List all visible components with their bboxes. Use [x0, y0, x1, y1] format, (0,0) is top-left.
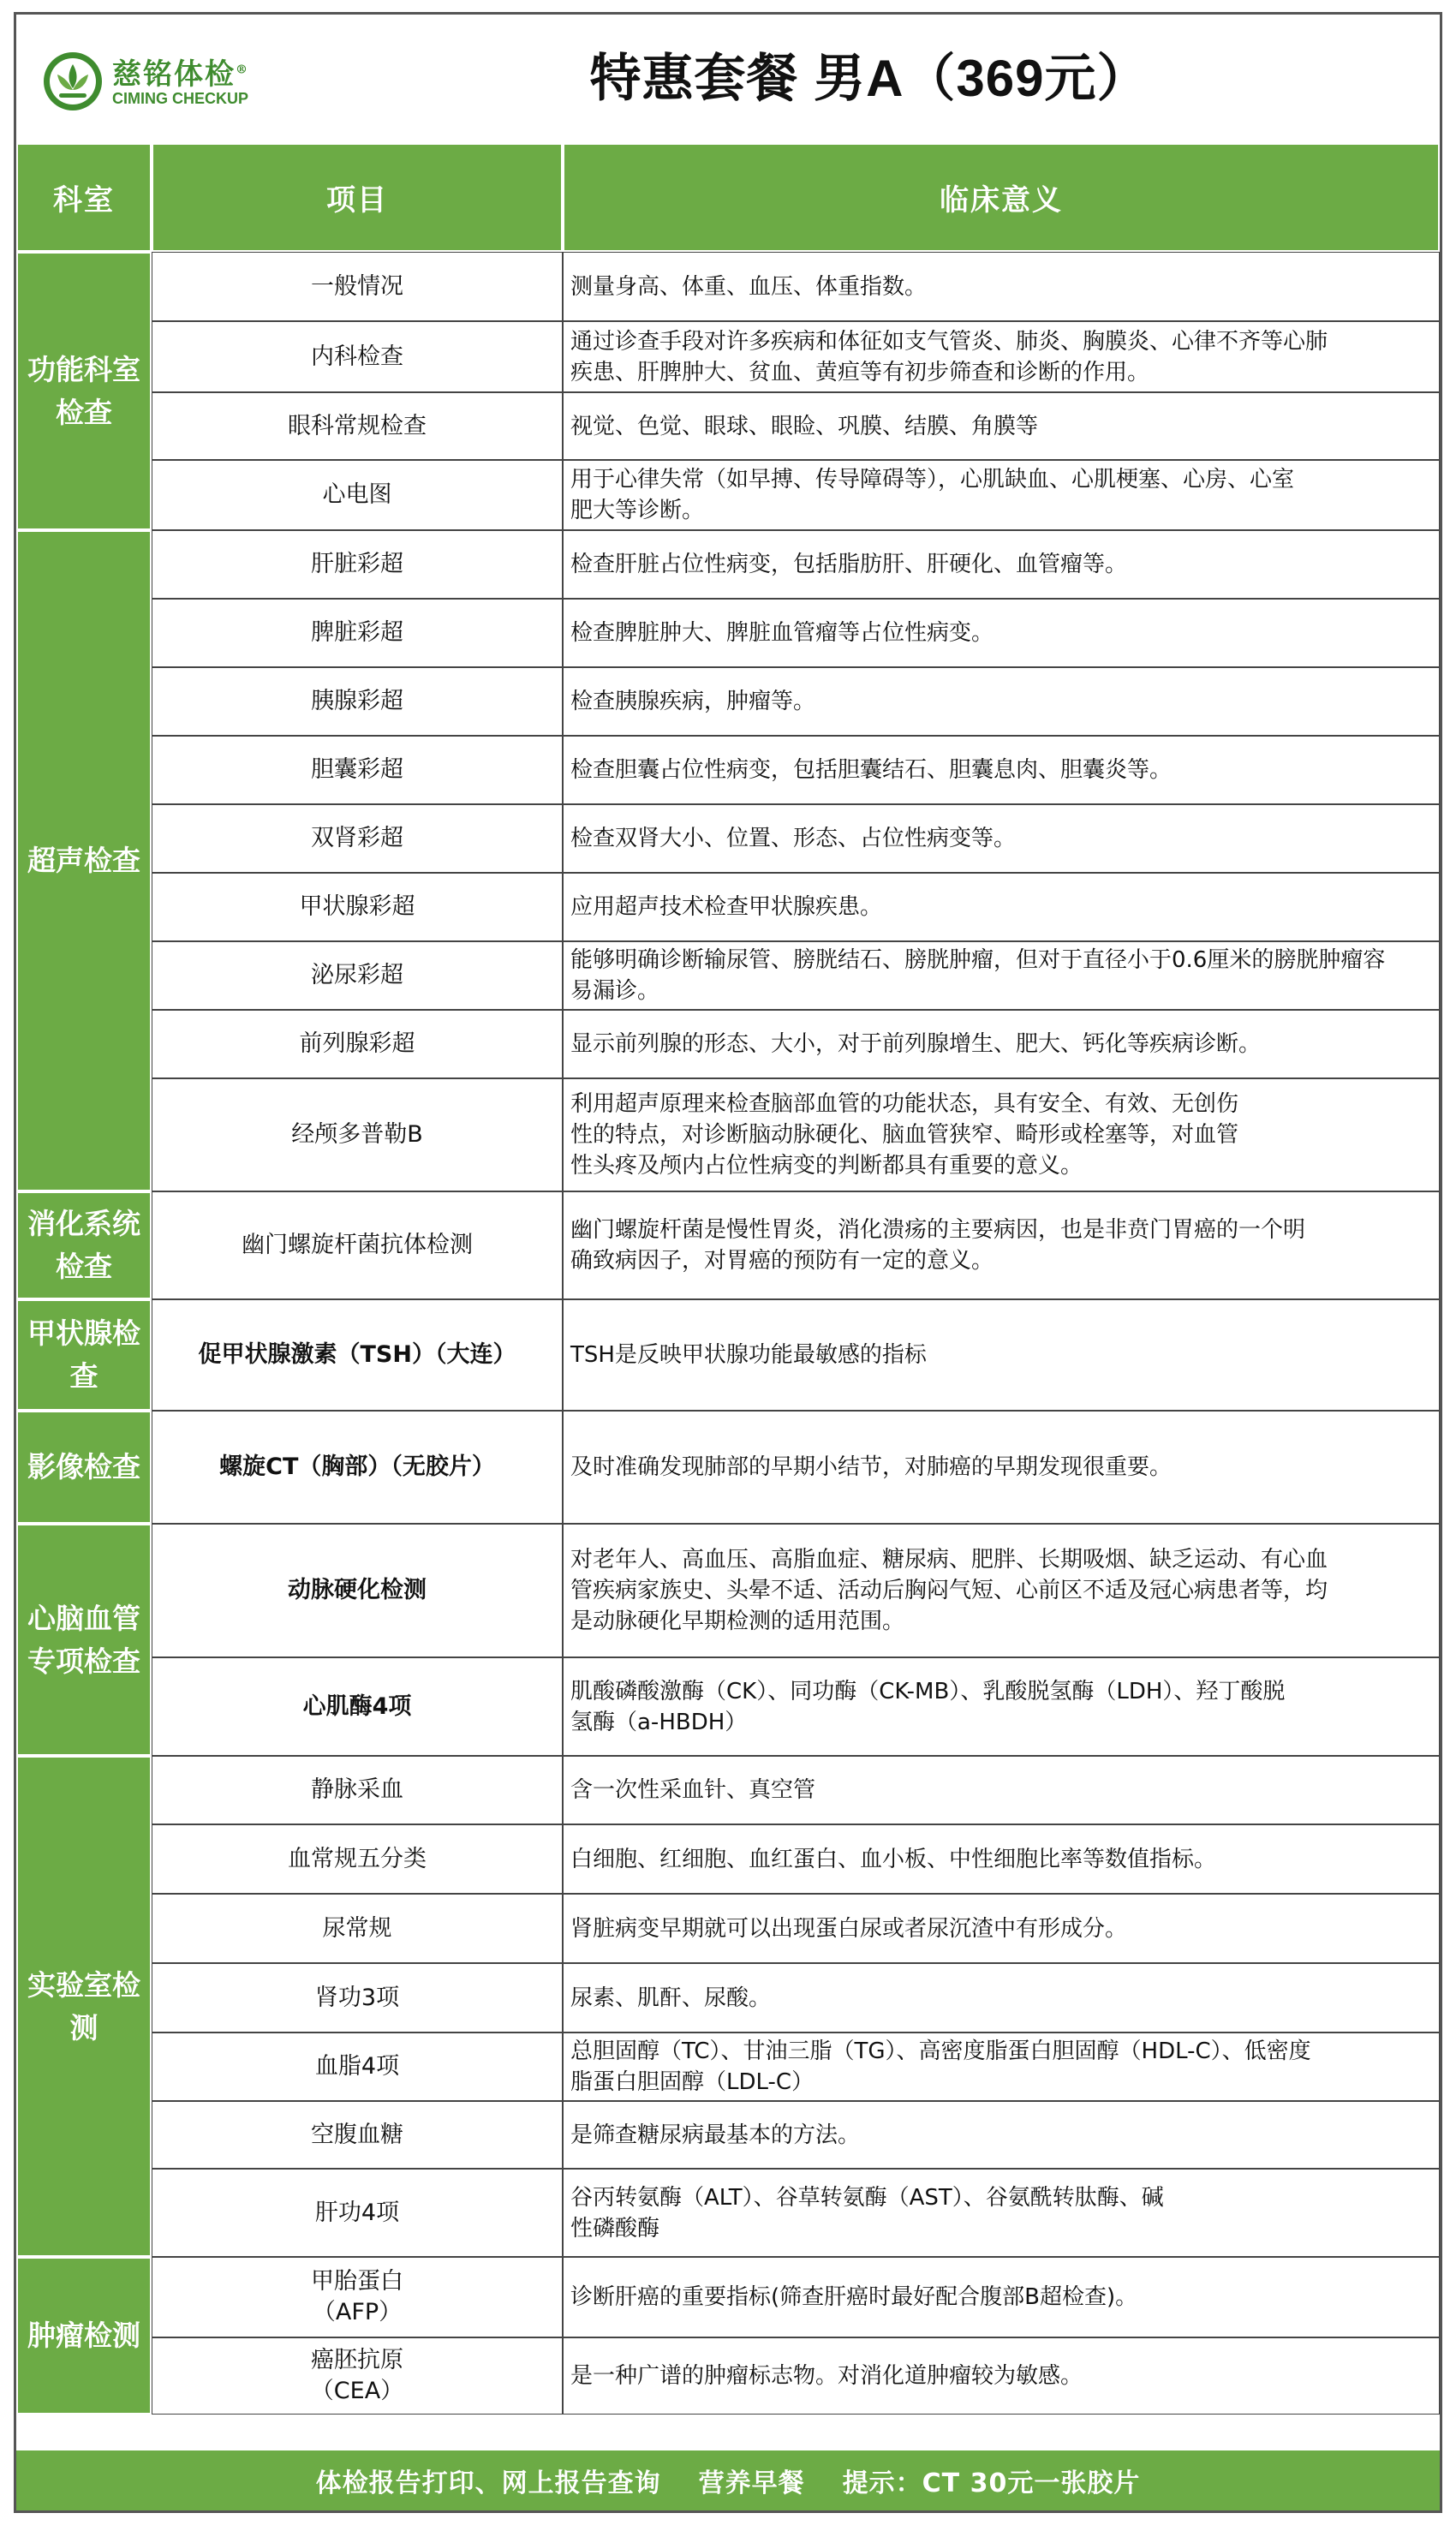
item-meaning: [563, 460, 1440, 530]
item-name: 内科检查: [152, 321, 563, 392]
item-name: 心电图: [152, 460, 563, 530]
section-dept-1: [16, 530, 152, 1191]
section-dept-3: [16, 1299, 152, 1411]
cell-text-line: 科: [53, 183, 84, 218]
cell-text-line: 影像检: [27, 1450, 112, 1483]
lotus-logo-icon: [40, 49, 105, 114]
item-meaning: 检查胆囊占位性病变，包括胆囊结石、胆囊息肉、胆囊炎等。: [563, 736, 1440, 804]
cell-text-line: 管专项: [27, 1601, 140, 1678]
cell-text-line: 心脑血: [27, 1601, 112, 1635]
item-meaning: 显示前列腺的形态、大小，对于前列腺增生、肥大、钙化等疾病诊断。: [563, 1010, 1440, 1078]
cell-text-line: 利用超声原理来检查脑部血管的功能状态，具有安全、有效、无创伤: [570, 1091, 1239, 1117]
cell-text-line: 性的特点，对诊断脑动脉硬化、脑血管狭窄、畸形或栓塞等，对血管: [570, 1122, 1239, 1148]
cell-text-line: 测: [112, 2319, 140, 2352]
cell-text-line: 声: [56, 844, 84, 877]
cell-text: [570, 945, 1385, 1006]
brand-name-en: CIMING CHECKUP: [112, 90, 249, 107]
cell-text: [25, 349, 143, 434]
cell-text: [27, 2314, 140, 2357]
cell-text-line: 用于心律失常（如早搏、传导障碍等），心肌缺血、心肌梗塞、心房、心室: [570, 467, 1295, 492]
item-meaning: 测量身高、体重、血压、体重指数。: [563, 252, 1440, 321]
cell-text-line: 易漏诊。: [570, 978, 660, 1004]
cell-text-line: （AFP）: [312, 2299, 403, 2325]
cell-text: [27, 839, 140, 882]
section-dept-7: [16, 2257, 152, 2415]
cell-text-line: 疾患、肝脾肿大、贫血、黄疸等有初步筛查和诊断的作用。: [570, 359, 1150, 385]
cell-text-line: 性头疼及颅内占位性病变的判断都具有重要的意义。: [570, 1153, 1083, 1179]
column-header-item: 项目: [152, 143, 563, 252]
cell-text-line: 超: [27, 844, 56, 877]
item-name: 螺旋CT（胸部）（无胶片）: [152, 1411, 563, 1524]
cell-text: [570, 1544, 1328, 1637]
item-name: 血脂4项: [152, 2033, 563, 2101]
cell-text: [570, 1089, 1238, 1181]
item-name: 前列腺彩超: [152, 1010, 563, 1078]
cell-text: [25, 1964, 143, 2050]
column-header-dept: [16, 143, 152, 252]
cell-text-line: 查: [112, 844, 140, 877]
section-dept-2: [16, 1191, 152, 1299]
footer-bar: [16, 2450, 1440, 2510]
item-name: 甲状腺彩超: [152, 873, 563, 941]
cell-text-line: 科室: [84, 352, 140, 386]
item-meaning: 检查肝脏占位性病变，包括脂肪肝、肝硬化、血管瘤等。: [563, 530, 1440, 599]
item-meaning: 检查脾脏肿大、脾脏血管瘤等占位性病变。: [563, 599, 1440, 667]
item-meaning: 检查双肾大小、位置、形态、占位性病变等。: [563, 804, 1440, 873]
cell-text-line: 检查: [84, 1644, 140, 1678]
cell-text-line: 谷丙转氨酶（ALT）、谷草转氨酶（AST）、谷氨酰转肽酶、碱: [570, 2184, 1164, 2211]
cell-text-line: 检: [84, 844, 112, 877]
cell-text-line: 检查: [56, 395, 112, 429]
item-name: 眼科常规检查: [152, 392, 563, 460]
item-name: [152, 2337, 563, 2415]
section-dept-0: [16, 252, 152, 530]
item-name: 双肾彩超: [152, 804, 563, 873]
cell-text-line: 癌胚抗原: [310, 2347, 403, 2373]
cell-text-line: 氢酶（a-HBDH）: [570, 1709, 748, 1735]
item-name: 胰腺彩超: [152, 667, 563, 736]
item-meaning: 尿素、肌酐、尿酸。: [563, 1963, 1440, 2033]
cell-text: [311, 2266, 403, 2328]
cell-text-line: 验: [56, 1967, 84, 2002]
cell-text-line: 对老年人、高血压、高脂血症、糖尿病、肥胖、长期吸烟、缺乏运动、有心血: [570, 1547, 1328, 1573]
item-name: 肝功4项: [152, 2169, 563, 2257]
item-name: 经颅多普勒B: [152, 1078, 563, 1191]
item-meaning: [563, 1191, 1440, 1299]
page-title: 特惠套餐 男A（369元）: [589, 50, 1149, 107]
cell-text-line: 脂蛋白胆固醇（LDL-C）: [570, 2069, 815, 2095]
cell-text-line: 通过诊查手段对许多疾病和体征如支气管炎、肺炎、胸膜炎、心律不齐等心肺: [570, 328, 1328, 355]
cell-text-line: 确致病因子，对胃癌的预防有一定的意义。: [570, 1248, 994, 1274]
footer-item: 体检报告打印、网上报告查询: [315, 2468, 661, 2498]
cell-text-line: 测: [69, 2010, 98, 2044]
section-dept-6: [16, 1756, 152, 2257]
item-meaning: 是一种广谱的肿瘤标志物。对消化道肿瘤较为敏感。: [563, 2337, 1440, 2415]
header: [16, 15, 1440, 143]
item-meaning: [563, 2033, 1440, 2101]
cell-text-line: 总胆固醇（TC）、甘油三脂（TG）、高密度脂蛋白胆固醇（HDL-C）、低密度: [570, 2039, 1311, 2064]
item-meaning: 肾脏病变早期就可以出现蛋白尿或者尿沉渣中有形成分。: [563, 1894, 1440, 1963]
brand-name-cn-text: 慈铭体检: [112, 57, 236, 92]
cell-text-line: 管疾病家族史、头晕不适、活动后胸闷气短、心前区不适及冠心病患者等，均: [570, 1578, 1328, 1603]
brand-logo: [40, 49, 280, 117]
item-name: 泌尿彩超: [152, 941, 563, 1010]
cell-text-line: 幽门螺旋杆菌是慢性胃炎，消化溃疡的主要病因，也是非贲门胃癌的一个明: [570, 1217, 1306, 1243]
item-name: 促甲状腺激素（TSH）（大连）: [152, 1299, 563, 1411]
cell-text-line: 消化系: [27, 1207, 112, 1240]
brand-name-cn: [112, 51, 249, 93]
cell-text-line: 室: [84, 1967, 112, 2002]
item-meaning: 及时准确发现肺部的早期小结节，对肺癌的早期发现很重要。: [563, 1411, 1440, 1524]
item-meaning: [563, 2169, 1440, 2257]
cell-text: [25, 1597, 143, 1683]
item-meaning: 含一次性采血针、真空管: [563, 1756, 1440, 1824]
item-name: 脾脏彩超: [152, 599, 563, 667]
cell-text-line: 检查: [69, 1316, 140, 1393]
cell-text-line: 功能: [27, 352, 84, 386]
item-meaning: 视觉、色觉、眼球、眼睑、巩膜、结膜、角膜等: [563, 392, 1440, 460]
section-dept-5: [16, 1524, 152, 1756]
item-name: 肾功3项: [152, 1963, 563, 2033]
item-name: 动脉硬化检测: [152, 1524, 563, 1657]
item-meaning: [563, 1524, 1440, 1657]
reg-mark: ®: [236, 63, 249, 77]
cell-text: [27, 1446, 140, 1489]
cell-text: [570, 2182, 1164, 2244]
footer-item: 提示：CT 30元一张胶片: [842, 2468, 1141, 2498]
cell-text-line: 室: [84, 183, 115, 218]
item-meaning: 诊断肝癌的重要指标(筛查肝癌时最好配合腹部B超检查)。: [563, 2257, 1440, 2337]
cell-text: [570, 2036, 1311, 2098]
item-name: 胆囊彩超: [152, 736, 563, 804]
cell-text-line: 肥大等诊断。: [570, 498, 705, 523]
item-name: 心肌酶4项: [152, 1657, 563, 1756]
package-sheet: [14, 12, 1442, 2513]
cell-text: [53, 176, 115, 218]
cell-text-line: 甲状腺: [27, 1316, 112, 1350]
item-name: 一般情况: [152, 252, 563, 321]
item-meaning: 是筛查糖尿病最基本的方法。: [563, 2101, 1440, 2169]
item-name: 血常规五分类: [152, 1824, 563, 1894]
item-name: 肝脏彩超: [152, 530, 563, 599]
item-meaning: TSH是反映甲状腺功能最敏感的指标: [563, 1299, 1440, 1411]
cell-text-line: 统检查: [56, 1207, 140, 1283]
item-meaning: 应用超声技术检查甲状腺疾患。: [563, 873, 1440, 941]
item-name: 尿常规: [152, 1894, 563, 1963]
cell-text-line: 是动脉硬化早期检测的适用范围。: [570, 1609, 905, 1634]
item-name: 空腹血糖: [152, 2101, 563, 2169]
cell-text-line: 实: [27, 1967, 56, 2002]
item-name: 静脉采血: [152, 1756, 563, 1824]
section-dept-4: [16, 1411, 152, 1524]
cell-text-line: 甲胎蛋白: [311, 2268, 403, 2295]
item-meaning: [563, 1078, 1440, 1191]
cell-text: [570, 1676, 1285, 1738]
item-name: [152, 2257, 563, 2337]
cell-text-line: 肿瘤检: [27, 2319, 112, 2352]
item-name: 幽门螺旋杆菌抗体检测: [152, 1191, 563, 1299]
cell-text-line: 肌酸磷酸激酶（CK）、同功酶（CK-MB）、乳酸脱氢酶（LDH）、羟丁酸脱: [570, 1678, 1286, 1704]
cell-text: [570, 326, 1328, 388]
item-meaning: 白细胞、红细胞、血红蛋白、血小板、中性细胞比率等数值指标。: [563, 1824, 1440, 1894]
item-meaning: 检查胰腺疾病，肿瘤等。: [563, 667, 1440, 736]
cell-text-line: 能够明确诊断输尿管、膀胱结石、膀胱肿瘤，但对于直径小于0.6厘米的膀胱肿瘤容: [570, 947, 1386, 973]
cell-text-line: 查: [112, 1450, 140, 1483]
cell-text: [570, 1215, 1305, 1276]
cell-text: [25, 1203, 143, 1288]
cell-text: [25, 1312, 143, 1398]
item-meaning: [563, 321, 1440, 392]
item-meaning: [563, 941, 1440, 1010]
item-meaning: [563, 1657, 1440, 1756]
cell-text-line: 检: [112, 1967, 140, 2002]
footer-item: 营养早餐: [698, 2468, 805, 2498]
cell-text: [570, 464, 1294, 526]
cell-text: [311, 2345, 403, 2407]
cell-text-line: （CEA）: [310, 2378, 404, 2404]
column-header-meaning: 临床意义: [563, 143, 1440, 252]
cell-text-line: 性磷酸酶: [570, 2215, 660, 2241]
